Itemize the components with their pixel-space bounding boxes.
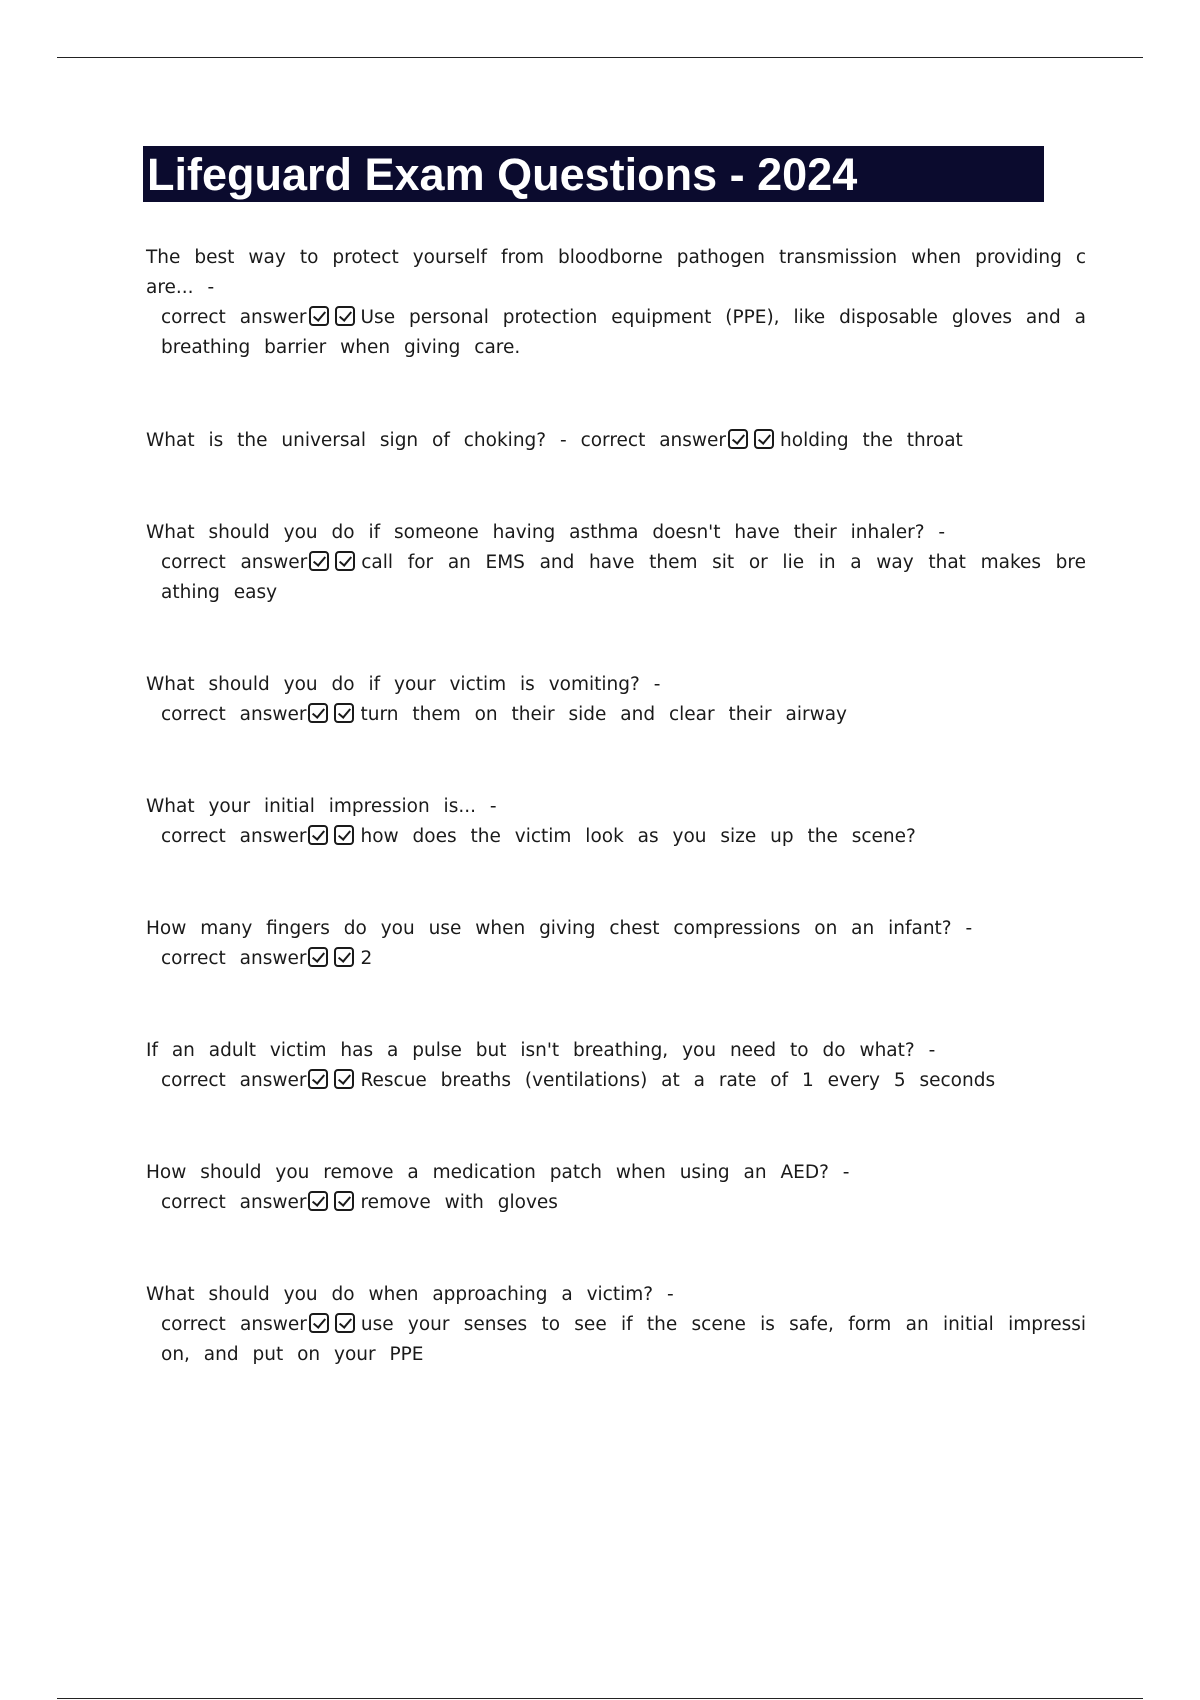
answer-text: use your senses to see if the scene is safe, form an initial impressi on, and put on your PPE bbox=[161, 1314, 1086, 1365]
answer-line bbox=[146, 1066, 1086, 1096]
qa-item bbox=[146, 914, 1086, 974]
checkbox-checked-icon bbox=[308, 947, 328, 967]
answer-label: correct answer bbox=[161, 1314, 307, 1335]
qa-list bbox=[146, 243, 1086, 1370]
checkbox-checked-icon bbox=[334, 947, 354, 967]
qa-line bbox=[146, 426, 1086, 456]
question-text: What should you do when approaching a victim? - bbox=[146, 1284, 674, 1305]
question-text: How should you remove a medication patch when using an AED? - bbox=[146, 1162, 850, 1183]
qa-item bbox=[146, 518, 1086, 608]
checkbox-checked-icon bbox=[728, 429, 748, 449]
top-rule bbox=[57, 57, 1143, 58]
checkbox-checked-icon bbox=[309, 551, 329, 571]
qa-item bbox=[146, 1158, 1086, 1218]
checkbox-checked-icon bbox=[754, 429, 774, 449]
checkbox-checked-icon bbox=[334, 1069, 354, 1089]
answer-text: remove with gloves bbox=[360, 1192, 558, 1213]
answer-line bbox=[146, 303, 1086, 363]
answer-text: 2 bbox=[360, 948, 373, 969]
question-text: The best way to protect yourself from bloodborne pathogen transmission when providing c are... - bbox=[146, 247, 1086, 298]
qa-item bbox=[146, 1036, 1086, 1096]
question-text: What is the universal sign of choking? - bbox=[146, 430, 567, 451]
answer-label: correct answer bbox=[161, 704, 307, 725]
question-text: What should you do if your victim is vomiting? - bbox=[146, 674, 661, 695]
answer-text: Rescue breaths (ventilations) at a rate of 1 every 5 seconds bbox=[360, 1070, 996, 1091]
checkbox-checked-icon bbox=[334, 825, 354, 845]
qa-item bbox=[146, 243, 1086, 363]
checkbox-checked-icon bbox=[335, 551, 355, 571]
checkbox-checked-icon bbox=[308, 1191, 328, 1211]
checkbox-checked-icon bbox=[308, 703, 328, 723]
title-banner bbox=[143, 146, 1044, 202]
checkbox-checked-icon bbox=[335, 306, 355, 326]
answer-label: correct answer bbox=[161, 948, 307, 969]
checkbox-checked-icon bbox=[308, 825, 328, 845]
question-text: What your initial impression is... - bbox=[146, 796, 497, 817]
qa-item bbox=[146, 426, 1086, 456]
answer-text: Use personal protection equipment (PPE), like disposable gloves and a breathing barrier when giving care. bbox=[161, 307, 1086, 358]
page-title: Lifeguard Exam Questions - 2024 bbox=[147, 148, 858, 200]
checkbox-checked-icon bbox=[309, 306, 329, 326]
answer-text: call for an EMS and have them sit or lie in a way that makes bre athing easy bbox=[161, 552, 1086, 603]
question-text: What should you do if someone having asthma doesn't have their inhaler? - bbox=[146, 522, 946, 543]
answer-label: correct answer bbox=[161, 1070, 307, 1091]
answer-label: correct answer bbox=[161, 552, 308, 573]
qa-item bbox=[146, 792, 1086, 852]
answer-line bbox=[146, 1188, 1086, 1218]
answer-label: correct answer bbox=[161, 1192, 307, 1213]
answer-line bbox=[146, 548, 1086, 608]
checkbox-checked-icon bbox=[334, 1191, 354, 1211]
qa-item bbox=[146, 670, 1086, 730]
question-text: If an adult victim has a pulse but isn't breathing, you need to do what? - bbox=[146, 1040, 936, 1061]
answer-label: correct answer bbox=[161, 826, 307, 847]
bottom-rule bbox=[57, 1698, 1143, 1699]
answer-line bbox=[146, 1310, 1086, 1370]
checkbox-checked-icon bbox=[335, 1313, 355, 1333]
answer-text: turn them on their side and clear their airway bbox=[360, 704, 847, 725]
checkbox-checked-icon bbox=[308, 1069, 328, 1089]
answer-label: correct answer bbox=[161, 307, 307, 328]
checkbox-checked-icon bbox=[309, 1313, 329, 1333]
answer-line bbox=[146, 822, 1086, 852]
answer-label: correct answer bbox=[580, 430, 727, 451]
answer-text: holding the throat bbox=[780, 430, 963, 451]
checkbox-checked-icon bbox=[334, 703, 354, 723]
answer-text: how does the victim look as you size up the scene? bbox=[360, 826, 916, 847]
question-text: How many fingers do you use when giving chest compressions on an infant? - bbox=[146, 918, 973, 939]
answer-line bbox=[146, 700, 1086, 730]
qa-item bbox=[146, 1280, 1086, 1370]
answer-line bbox=[146, 944, 1086, 974]
